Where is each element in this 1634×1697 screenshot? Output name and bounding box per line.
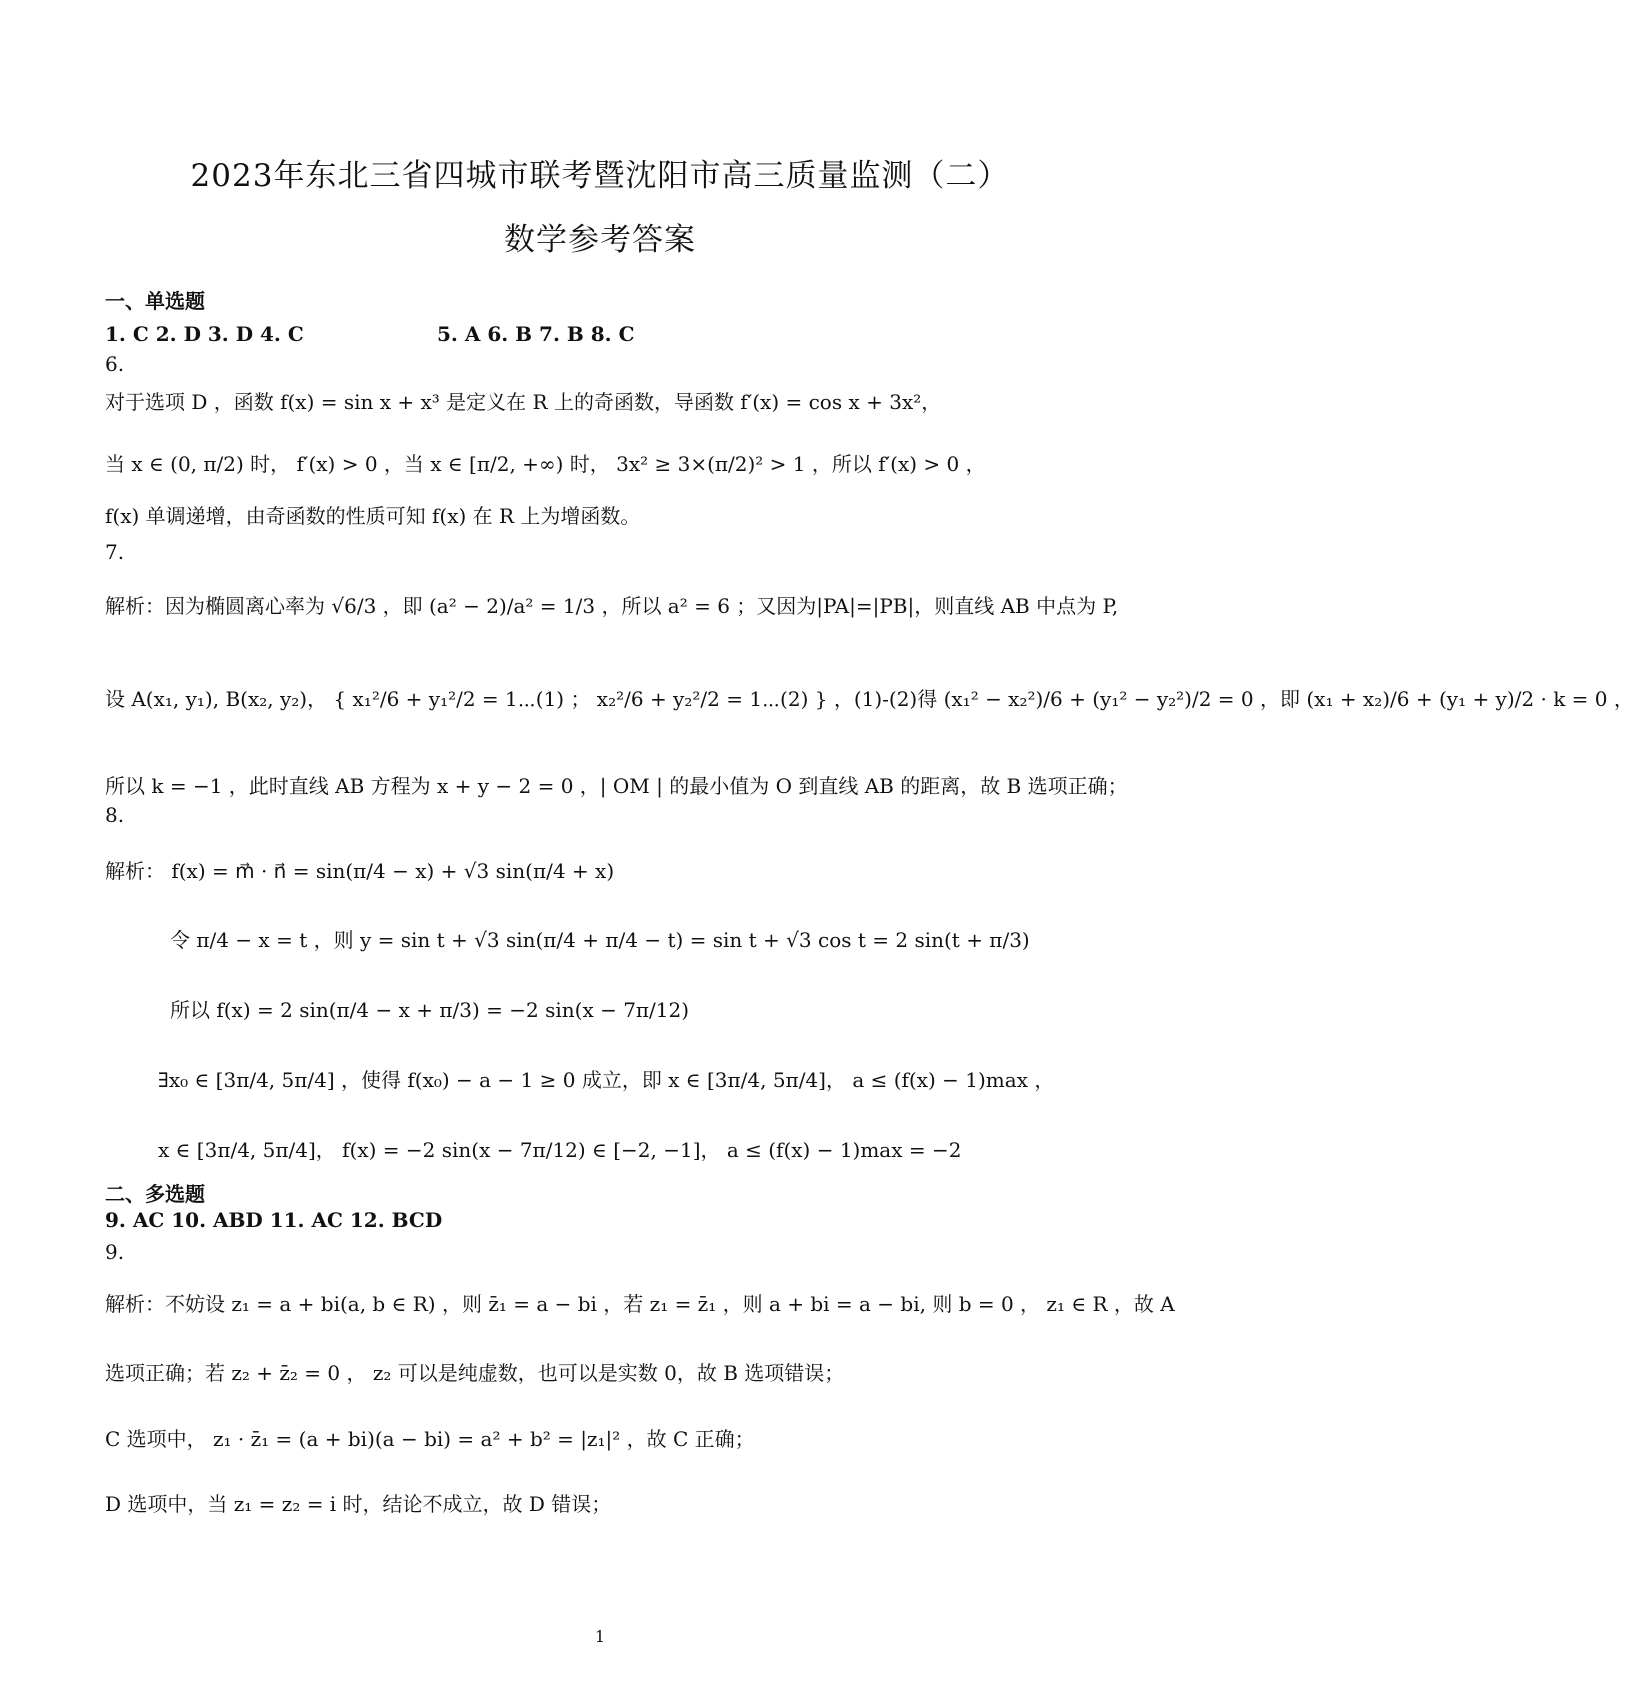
- q8-line-5: x ∈ [3π/4, 5π/4]， f(x) = −2 sin(x − 7π/12) ∈ [−2, −1]， a ≤ (f(x) − 1)max = −2: [158, 1138, 962, 1162]
- q7-line-3: 所以 k = −1 ，此时直线 AB 方程为 x + y − 2 = 0 ，| OM | 的最小值为 O 到直线 AB 的距离，故 B 选项正确；: [105, 774, 1128, 798]
- q8-line-3: 所以 f(x) = 2 sin(π/4 − x + π/3) = −2 sin(x − 7π/12): [170, 998, 690, 1022]
- answer-key-9-12: 9. AC 10. ABD 11. AC 12. BCD: [105, 1208, 443, 1232]
- page-title: 2023年东北三省四城市联考暨沈阳市高三质量监测（二）: [190, 158, 1010, 194]
- page-subtitle: 数学参考答案: [504, 222, 696, 258]
- q6-line-2: 当 x ∈ (0, π/2) 时， f′(x) > 0 ，当 x ∈ [π/2, +∞) 时， 3x² ≥ 3×(π/2)² > 1 ，所以 f′(x) > 0 ，: [105, 452, 986, 476]
- question-number-9: 9.: [105, 1240, 125, 1264]
- section-heading-single-choice: 一、单选题: [105, 289, 205, 313]
- section-heading-multiple-choice: 二、多选题: [105, 1182, 205, 1206]
- q7-line-1: 解析：因为椭圆离心率为 √6/3 ，即 (a² − 2)/a² = 1/3 ，所以 a² = 6 ；又因为|PA|=|PB|，则直线 AB 中点为 P,: [105, 594, 1119, 618]
- q9-line-2: 选项正确；若 z₂ + z̄₂ = 0 ， z₂ 可以是纯虚数，也可以是实数 0，故 B 选项错误；: [105, 1361, 845, 1385]
- q8-line-4: ∃x₀ ∈ [3π/4, 5π/4] ，使得 f(x₀) − a − 1 ≥ 0 成立，即 x ∈ [3π/4, 5π/4]， a ≤ (f(x) − 1)max ，: [158, 1068, 1055, 1092]
- q7-line-2: 设 A(x₁, y₁), B(x₂, y₂)， { x₁²/6 + y₁²/2 = 1⋯(1) ； x₂²/6 + y₂²/2 = 1⋯(2) } ，(1)-(2)得 (x₁² − x₂²)/6 + (y₁² − y₂²)/2 = 0 ，即 (x₁ + x₂)/6 + (y₁ + y)/2 · k = 0 ，: [105, 687, 1634, 711]
- answer-key-1-4: 1. C 2. D 3. D 4. C: [105, 322, 304, 346]
- q8-line-1: 解析： f(x) = m⃗ · n⃗ = sin(π/4 − x) + √3 sin(π/4 + x): [105, 859, 615, 883]
- q9-line-4: D 选项中，当 z₁ = z₂ = i 时，结论不成立，故 D 错误；: [105, 1492, 612, 1516]
- q9-line-1: 解析：不妨设 z₁ = a + bi(a, b ∈ R) ，则 z̄₁ = a − bi ，若 z₁ = z̄₁ ，则 a + bi = a − bi, 则 b = 0 ， z₁ ∈ R ，故 A: [105, 1292, 1175, 1316]
- answer-key-5-8: 5. A 6. B 7. B 8. C: [437, 322, 635, 346]
- question-number-6: 6.: [105, 352, 125, 376]
- q9-line-3: C 选项中， z₁ · z̄₁ = (a + bi)(a − bi) = a² + b² = |z₁|² ，故 C 正确；: [105, 1427, 755, 1451]
- page-number: 1: [594, 1627, 606, 1646]
- question-number-7: 7.: [105, 540, 125, 564]
- question-number-8: 8.: [105, 803, 125, 827]
- q6-line-1: 对于选项 D ，函数 f(x) = sin x + x³ 是定义在 R 上的奇函数，导函数 f′(x) = cos x + 3x²，: [105, 390, 942, 414]
- q6-line-3: f(x) 单调递增，由奇函数的性质可知 f(x) 在 R 上为增函数。: [105, 504, 641, 528]
- q8-line-2: 令 π/4 − x = t ，则 y = sin t + √3 sin(π/4 + π/4 − t) = sin t + √3 cos t = 2 sin(t + π/3): [170, 928, 1030, 952]
